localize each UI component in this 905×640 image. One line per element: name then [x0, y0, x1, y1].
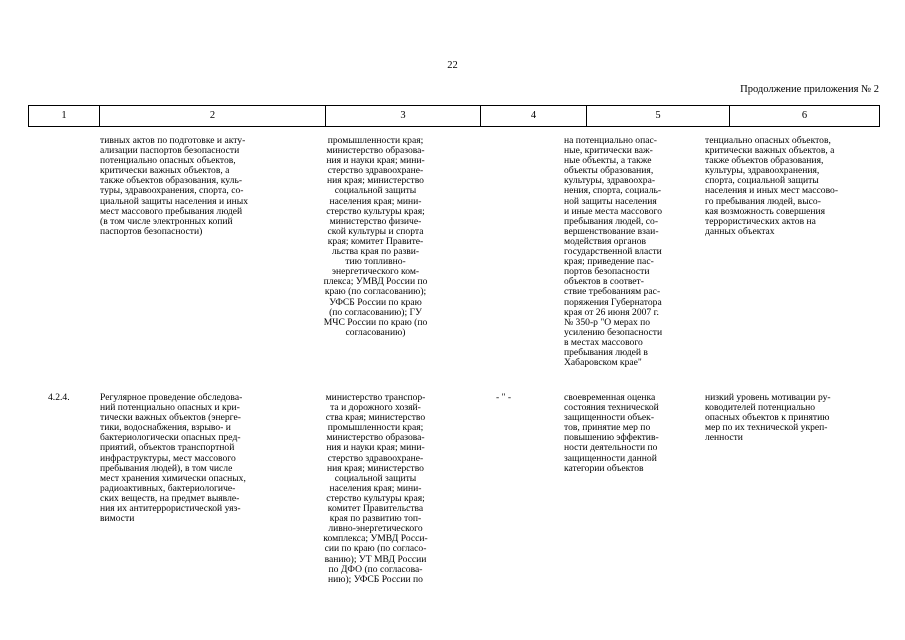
text-line: мест массового пребывания людей — [100, 205, 243, 217]
text-line: ства края; министерство — [325, 412, 426, 424]
text-line: ководителей потенциально — [705, 402, 816, 414]
text-line: также объектов образования, куль- — [100, 175, 243, 187]
text-line: спорта, социальной защиты — [705, 175, 819, 187]
text-line: ских веществ, на предмет выявле- — [100, 492, 240, 504]
text-line: радиоактивных, бактериологиче- — [100, 482, 236, 494]
text-line: объекты образования, — [564, 165, 654, 177]
text-line: стерство культуры края; — [326, 205, 425, 217]
text-line: приятий, объектов транспортной — [100, 442, 235, 454]
text-line: сии по краю (по согласо- — [324, 543, 427, 555]
text-line: комитет Правительства — [327, 503, 424, 515]
header-col-4: 4 — [480, 105, 586, 127]
text-line: министерство образова- — [326, 145, 425, 157]
text-line: портов безопасности — [564, 266, 650, 278]
text-line: бактериологически опасных пред- — [100, 432, 241, 444]
text-line: кая возможность совершения — [705, 205, 826, 217]
text-line: критически важных объектов, а — [100, 165, 230, 177]
text-line: пребывания людей), в том числе — [100, 462, 233, 474]
text-line: циальной защиты населения и иных — [100, 195, 249, 207]
text-line: критически важных объектов, а — [705, 145, 835, 157]
text-line: краю (по согласованию); — [324, 286, 427, 298]
text-line: плекса; УМВД России по — [323, 276, 428, 288]
text-line: (по согласованию); ГУ — [329, 306, 422, 318]
header-col-1: 1 — [28, 105, 99, 127]
text-line: ния и науки края; мини- — [326, 155, 425, 167]
text-line: опасных объектов к принятию — [705, 412, 830, 424]
text-line: культуры, здравоохра- — [564, 175, 656, 187]
text-line: ные, критически важ- — [564, 145, 653, 157]
continuation-label: Продолжение приложения № 2 — [740, 84, 879, 95]
text-line: своевременная оценка — [564, 392, 656, 403]
text-line: ской культуры и спорта — [327, 225, 424, 237]
text-line: модействия органов — [564, 235, 647, 247]
text-line: объектов в соответ- — [564, 276, 644, 288]
text-line: Регулярное проведение обследова- — [100, 392, 243, 403]
page-number: 22 — [447, 60, 458, 71]
text-line: защищенности объек- — [564, 412, 655, 424]
text-line: тию топливно- — [345, 256, 406, 268]
text-line: энергетического ком- — [331, 266, 420, 278]
text-line: террористических актов на — [705, 215, 816, 227]
text-line: промышленности края; — [327, 135, 424, 146]
text-line: согласованию) — [345, 326, 406, 338]
text-line: комплекса; УМВД Росси- — [323, 533, 428, 545]
text-line: министерство физиче- — [329, 215, 422, 227]
text-line: населения края; мини- — [329, 482, 422, 494]
text-line: ливно-энергетического — [328, 523, 423, 535]
row2-number: 4.2.4. — [48, 392, 70, 403]
text-line: та и дорожного хозяй- — [330, 402, 421, 414]
text-line: ния их антитеррористической уяз- — [100, 503, 241, 515]
text-line: мест хранения химически опасных, — [100, 472, 246, 484]
text-line: на потенциально опас- — [564, 135, 657, 146]
table-header-row — [28, 105, 880, 127]
text-line: ности деятельности по — [564, 442, 658, 454]
text-line: паспортов безопасности) — [100, 225, 203, 237]
row1-risk — [705, 136, 881, 237]
text-line: усилению безопасности — [564, 326, 663, 338]
text-line: ний потенциально опасных и кри- — [100, 402, 240, 414]
text-line: по ДФО (по согласова- — [328, 563, 423, 575]
text-line: края; приведение пас- — [564, 256, 654, 268]
text-line: го пребывания людей, высо- — [705, 195, 821, 207]
row2-result — [564, 393, 698, 474]
text-line: низкий уровень мотивации ру- — [705, 392, 831, 403]
text-line: и иные места массового — [564, 205, 663, 217]
text-line: населения и иных мест массово- — [705, 185, 839, 197]
text-line: министерство образова- — [326, 432, 425, 444]
text-line: социальной защиты — [334, 472, 417, 484]
text-line: ния и науки края; мини- — [326, 442, 425, 454]
text-line: вимости — [100, 513, 135, 525]
text-line: МЧС России по краю (по — [323, 316, 428, 328]
text-line: тически важных объектов (энерге- — [100, 412, 241, 424]
text-line: ствие требованиям рас- — [564, 286, 661, 298]
text-line: промышленности края; — [327, 422, 424, 434]
text-line: данных объектах — [705, 225, 775, 237]
text-line: ные объекты, а также — [564, 155, 652, 167]
row1-executors — [304, 136, 447, 338]
text-line: края по развитию топ- — [329, 513, 422, 525]
row2-activity — [100, 393, 296, 524]
text-line: защищенности данной — [564, 452, 657, 464]
row1-result — [564, 136, 698, 368]
text-line: инфраструктуры, мест массового — [100, 452, 236, 464]
text-line: состояния технической — [564, 402, 659, 414]
text-line: тики, водоснабжения, взрыво- и — [100, 422, 231, 434]
text-line: стерство здравоохране- — [327, 452, 424, 464]
row2-risk — [705, 393, 881, 443]
text-line: тов, принятие мер по — [564, 422, 651, 434]
text-line: края; комитет Правите- — [327, 235, 424, 247]
text-line: вершенствование взаи- — [564, 225, 659, 237]
text-line: ной защиты населения — [564, 195, 657, 207]
text-line: тенциально опасных объектов, — [705, 135, 831, 146]
text-line: социальной защиты — [334, 185, 417, 197]
text-line: стерство культуры края; — [326, 492, 425, 504]
text-line: ализации паспортов безопасности — [100, 145, 240, 157]
header-col-6: 6 — [729, 105, 880, 127]
text-line: туры, здравоохранения, спорта, со- — [100, 185, 244, 197]
text-line: министерство транспор- — [325, 392, 426, 403]
text-line: ванию); УТ МВД России — [324, 553, 427, 565]
row2-deadline: - " - — [496, 392, 512, 403]
text-line: культуры, здравоохранения, — [705, 165, 820, 177]
text-line: ния края; министерство — [327, 462, 424, 474]
text-line: пребывания людей, со- — [564, 215, 659, 227]
text-line: потенциально опасных объектов, — [100, 155, 236, 167]
text-line: ленности — [705, 432, 743, 444]
text-line: края от 26 июня 2007 г. — [564, 306, 659, 318]
text-line: нения, спорта, социаль- — [564, 185, 662, 197]
text-line: в местах массового — [564, 336, 643, 348]
row1-activity — [100, 136, 296, 237]
header-col-5: 5 — [586, 105, 729, 127]
text-line: мер по их технической укреп- — [705, 422, 828, 434]
text-line: категории объектов — [564, 462, 644, 474]
text-line: стерство здравоохране- — [327, 165, 424, 177]
text-line: тивных актов по подготовке и акту- — [100, 135, 246, 146]
header-col-2: 2 — [99, 105, 325, 127]
text-line: УФСБ России по краю — [329, 296, 422, 308]
text-line: населения края; мини- — [329, 195, 422, 207]
text-line: повышению эффектив- — [564, 432, 659, 444]
text-line: поряжения Губернатора — [564, 296, 662, 308]
text-line: Хабаровском крае" — [564, 357, 642, 369]
text-line: (в том числе электронных копий — [100, 215, 233, 227]
header-col-3: 3 — [325, 105, 480, 127]
text-line: государственной власти — [564, 246, 662, 258]
text-line: № 350-р "О мерах по — [564, 316, 651, 328]
text-line: нию); УФСБ России по — [328, 573, 423, 585]
text-line: льства края по разви- — [331, 246, 420, 258]
row2-executors — [304, 393, 447, 585]
text-line: также объектов образования, — [705, 155, 824, 167]
text-line: пребывания людей в — [564, 346, 648, 358]
text-line: ния края; министерство — [327, 175, 424, 187]
